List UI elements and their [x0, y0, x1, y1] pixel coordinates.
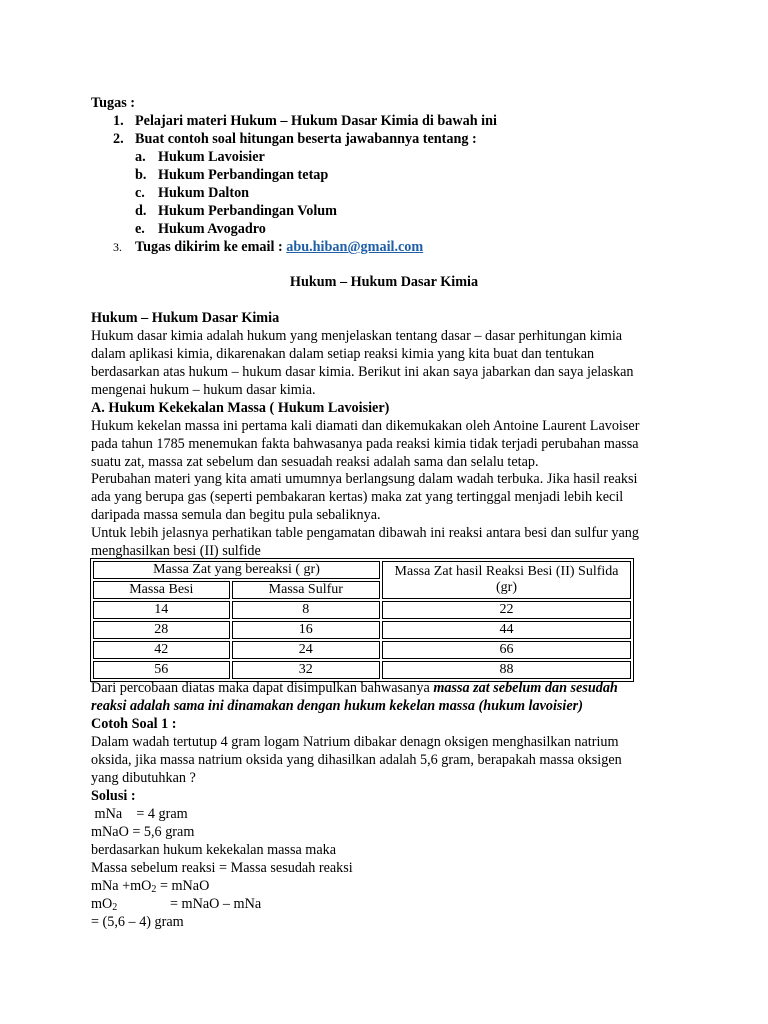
table-cell: 16: [232, 621, 380, 639]
intro-line-2: dalam aplikasi kimia, dikarenakan dalam setiap reaksi kimia yang kita buat dan tentukan: [91, 346, 595, 362]
sub-marker-c: c.: [135, 185, 145, 201]
subscript: 2: [112, 902, 118, 913]
intro-line-1: Hukum dasar kimia adalah hukum yang menjelaskan tentang dasar – dasar perhitungan kimia: [91, 328, 623, 344]
group-header-cell: Massa Zat yang bereaksi ( gr): [93, 561, 380, 579]
assignment-item-1: Pelajari materi Hukum – Hukum Dasar Kimia di bawah ini: [135, 113, 497, 129]
para1-line-2: pada tahun 1785 menemukan fakta bahwasanya pada reaksi kimia tidak terjadi perubahan massa: [91, 436, 639, 452]
table-cell: 14: [93, 601, 230, 619]
email-prefix: Tugas dikirim ke email :: [135, 239, 287, 255]
solution-line-3: berdasarkan hukum kekekalan massa maka: [91, 842, 337, 858]
doc-title: Hukum – Hukum Dasar Kimia: [289, 274, 479, 290]
table-cell: 24: [232, 641, 380, 659]
result-header-line-1: Massa Zat hasil Reaksi Besi (II) Sulfida: [394, 564, 619, 579]
sub-item-e: Hukum Avogadro: [158, 221, 266, 237]
sub-marker-a: a.: [135, 149, 146, 165]
sub-item-b: Hukum Perbandingan tetap: [158, 167, 329, 183]
result-header-cell: [382, 561, 631, 599]
para1-line-1: Hukum kekelan massa ini pertama kali diamati dan dikemukakan oleh Antoine Laurent Lavoiser: [91, 418, 640, 434]
table-cell: 42: [93, 641, 230, 659]
list-number-2: 2.: [113, 131, 124, 147]
assignment-item-2: Buat contoh soal hitungan beserta jawabannya tentang :: [135, 131, 477, 147]
subscript: 2: [151, 884, 157, 895]
para2-line-1: Perubahan materi yang kita amati umumnya berlangsung dalam wadah terbuka. Jika hasil reaksi: [91, 471, 638, 487]
table-cell: 88: [382, 661, 631, 679]
table-row: [93, 661, 631, 679]
assignment-heading: Tugas :: [91, 95, 136, 111]
equation-right: = mNaO: [156, 878, 210, 894]
equation-left: mNa +mO: [91, 878, 152, 894]
conclusion-emphasis-2: reaksi adalah sama ini dinamakan dengan hukum kekelan massa (hukum lavoisier): [91, 698, 583, 714]
list-number-3: 3.: [113, 240, 122, 254]
list-number-1: 1.: [113, 113, 124, 129]
equation-left: mO: [91, 896, 113, 912]
iron-mass-header: Massa Besi: [93, 581, 230, 599]
sub-marker-b: b.: [135, 167, 147, 183]
result-header-line-2: (gr): [496, 580, 517, 595]
sub-item-c: Hukum Dalton: [158, 185, 250, 201]
intro-line-4: mengenai hukum – hukum dasar kimia.: [91, 382, 316, 398]
table-cell: 28: [93, 621, 230, 639]
sulfur-mass-header: Massa Sulfur: [232, 581, 380, 599]
example-heading: Cotoh Soal 1 :: [91, 716, 177, 732]
sub-item-d: Hukum Perbandingan Volum: [158, 203, 337, 219]
table-row: [93, 621, 631, 639]
email-link[interactable]: abu.hiban@gmail.com: [286, 239, 424, 255]
conclusion-line-1: [91, 679, 618, 697]
para1-line-3: suatu zat, massa zat sebelum dan sesuadah reaksi adalah sama dan selalu tetap.: [91, 454, 539, 470]
table-header-row: [93, 561, 631, 579]
para3-line-2: menghasilkan besi (II) sulfide: [91, 543, 261, 559]
para2-line-3: daripada massa semula dan begitu pula sebaliknya.: [91, 507, 381, 523]
table-cell: 56: [93, 661, 230, 679]
problem-line-2: oksida, jika massa natrium oksida yang dihasilkan adalah 5,6 gram, berapakah massa oksigen: [91, 752, 622, 768]
table-cell: 32: [232, 661, 380, 679]
table-cell: 66: [382, 641, 631, 659]
solution-line-7: = (5,6 – 4) gram: [91, 914, 184, 930]
table-row: [93, 601, 631, 619]
table-row: [93, 641, 631, 659]
observation-table: [90, 558, 634, 682]
solution-line-1: mNa = 4 gram: [91, 806, 188, 822]
table-cell: 22: [382, 601, 631, 619]
para2-line-2: ada yang berupa gas (seperti pembakaran kertas) maka zat yang tertinggal menjadi lebih kecil: [91, 489, 624, 505]
solution-heading: Solusi :: [91, 788, 136, 804]
table-cell: 8: [232, 601, 380, 619]
problem-line-3: yang dibutuhkan ?: [91, 770, 196, 786]
solution-line-6-right: = mNaO – mNa: [170, 896, 262, 912]
sub-item-a: Hukum Lavoisier: [158, 149, 265, 165]
section-heading: Hukum – Hukum Dasar Kimia: [91, 310, 280, 326]
solution-line-2: mNaO = 5,6 gram: [91, 824, 195, 840]
conclusion-prefix: Dari percobaan diatas maka dapat disimpulkan bahwasanya: [91, 680, 434, 696]
intro-line-3: berdasarkan atas hukum – hukum dasar kimia. Berikut ini akan saya jabarkan dan saya jelaskan: [91, 364, 634, 380]
sub-marker-d: d.: [135, 203, 147, 219]
solution-line-4: Massa sebelum reaksi = Massa sesudah reaksi: [91, 860, 353, 876]
conclusion-emphasis-1: massa zat sebelum dan sesudah: [433, 680, 618, 696]
problem-line-1: Dalam wadah tertutup 4 gram logam Natrium dibakar denagn oksigen menghasilkan natrium: [91, 734, 619, 750]
sub-marker-e: e.: [135, 221, 145, 237]
para3-line-1: Untuk lebih jelasnya perhatikan table pengamatan dibawah ini reaksi antara besi dan sulfur yang: [91, 525, 639, 541]
subsection-a-heading: A. Hukum Kekekalan Massa ( Hukum Lavoisier): [91, 400, 390, 416]
table-cell: 44: [382, 621, 631, 639]
assignment-item-3: [135, 238, 423, 256]
